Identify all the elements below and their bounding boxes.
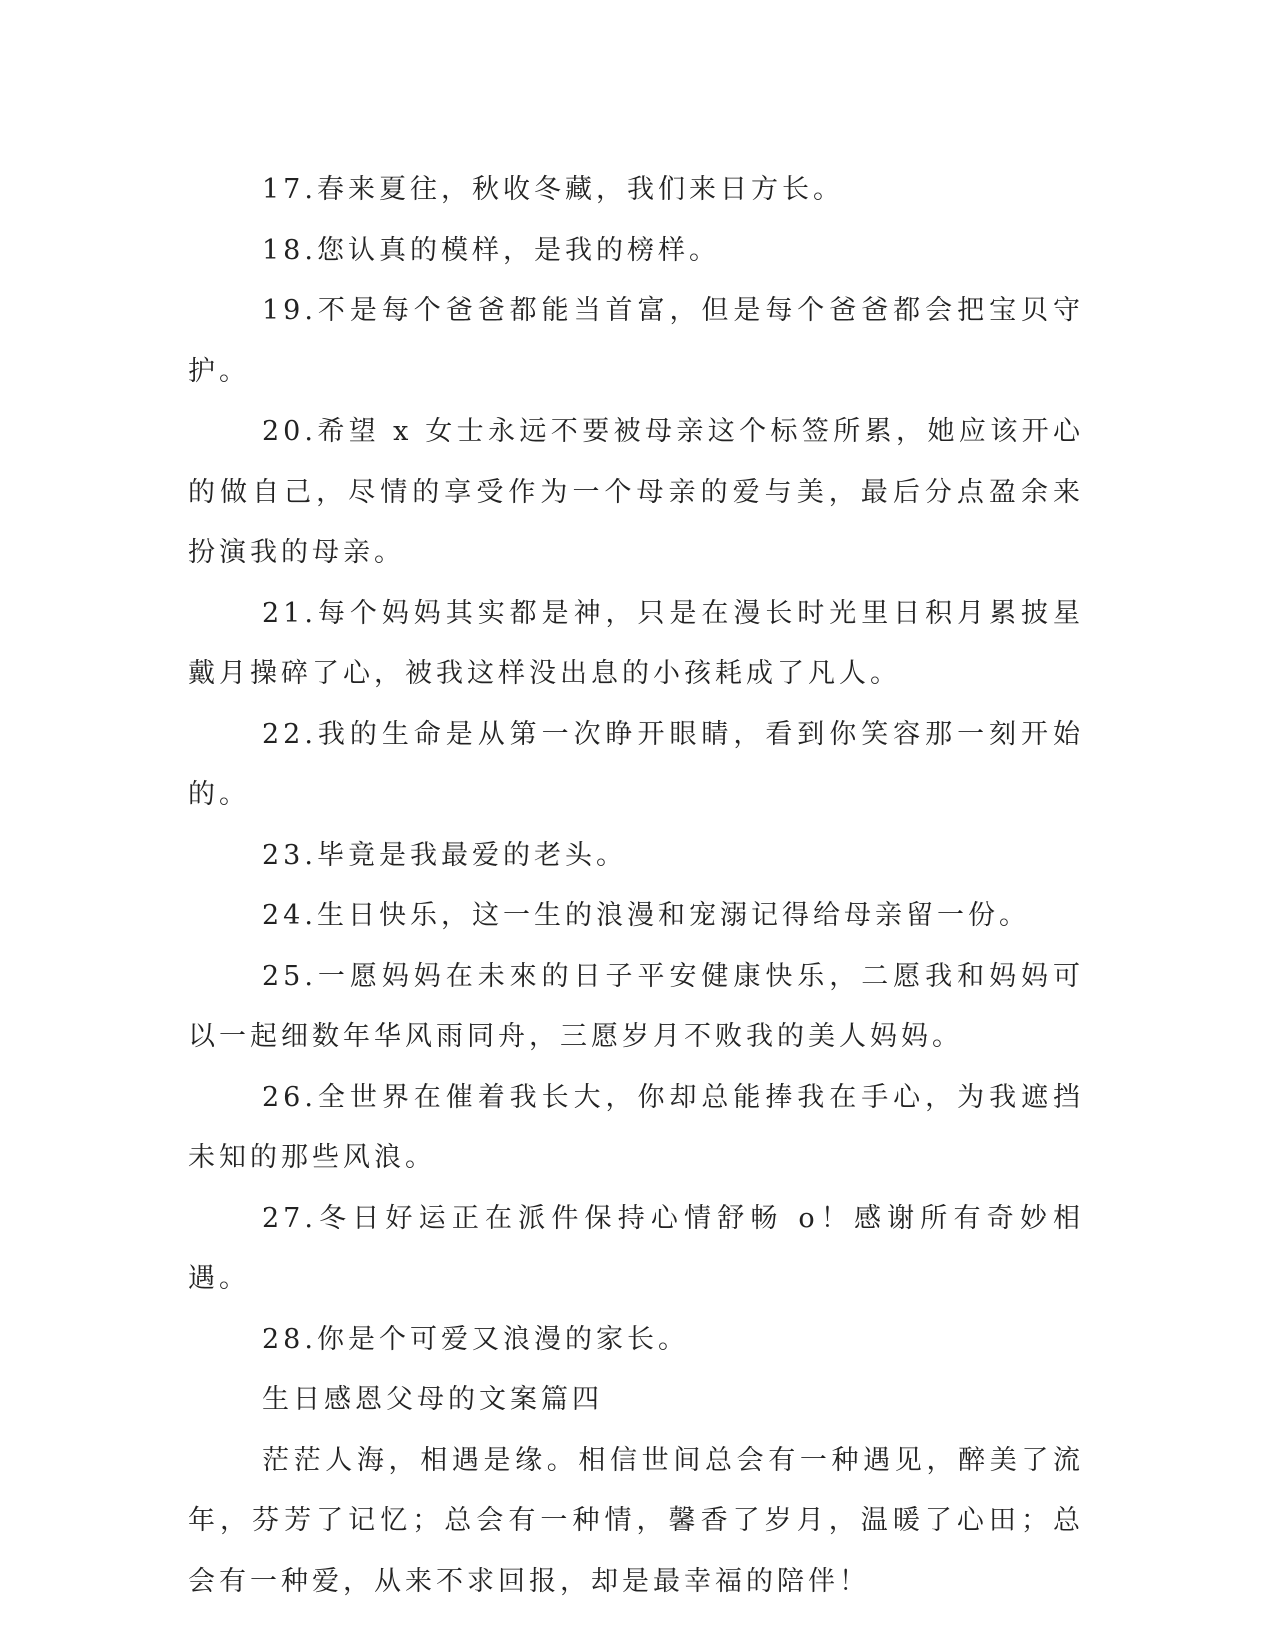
closing-paragraph: 茫茫人海，相遇是缘。相信世间总会有一种遇见，醉美了流年，芬芳了记忆；总会有一种情，馨香了岁月，温暖了心田；总会有一种爱，从来不求回报，却是最幸福的陪伴！ (188, 1444, 1084, 1597)
list-item: 17.春来夏往，秋收冬藏，我们来日方长。 (262, 174, 844, 205)
list-item: 27.冬日好运正在派件保持心情舒畅 o！感谢所有奇妙相遇。 (188, 1202, 1084, 1294)
list-item: 18.您认真的模样，是我的榜样。 (262, 234, 720, 266)
list-item: 19.不是每个爸爸都能当首富，但是每个爸爸都会把宝贝守护。 (188, 295, 1084, 387)
document-body (188, 160, 1084, 1612)
list-item: 25.一愿妈妈在未來的日子平安健康快乐，二愿我和妈妈可以一起细数年华风雨同舟，三愿岁月不败我的美人妈妈。 (188, 960, 1084, 1052)
list-item: 28.你是个可爱又浪漫的家长。 (262, 1323, 689, 1355)
list-item: 23.毕竟是我最爱的老头。 (262, 839, 627, 871)
list-item: 22.我的生命是从第一次睁开眼睛，看到你笑容那一刻开始的。 (188, 718, 1084, 810)
list-item: 24.生日快乐，这一生的浪漫和宠溺记得给母亲留一份。 (262, 900, 1030, 931)
list-item: 21.每个妈妈其实都是神，只是在漫长时光里日积月累披星戴月操碎了心，被我这样没出息的小孩耗成了凡人。 (188, 597, 1084, 689)
list-item: 26.全世界在催着我长大，你却总能捧我在手心，为我遮挡未知的那些风浪。 (188, 1081, 1084, 1173)
list-item: 20.希望 x 女士永远不要被母亲这个标签所累，她应该开心的做自己，尽情的享受作为一个母亲的爱与美，最后分点盈余来扮演我的母亲。 (188, 416, 1084, 568)
section-heading: 生日感恩父母的文案篇四 (262, 1384, 603, 1415)
